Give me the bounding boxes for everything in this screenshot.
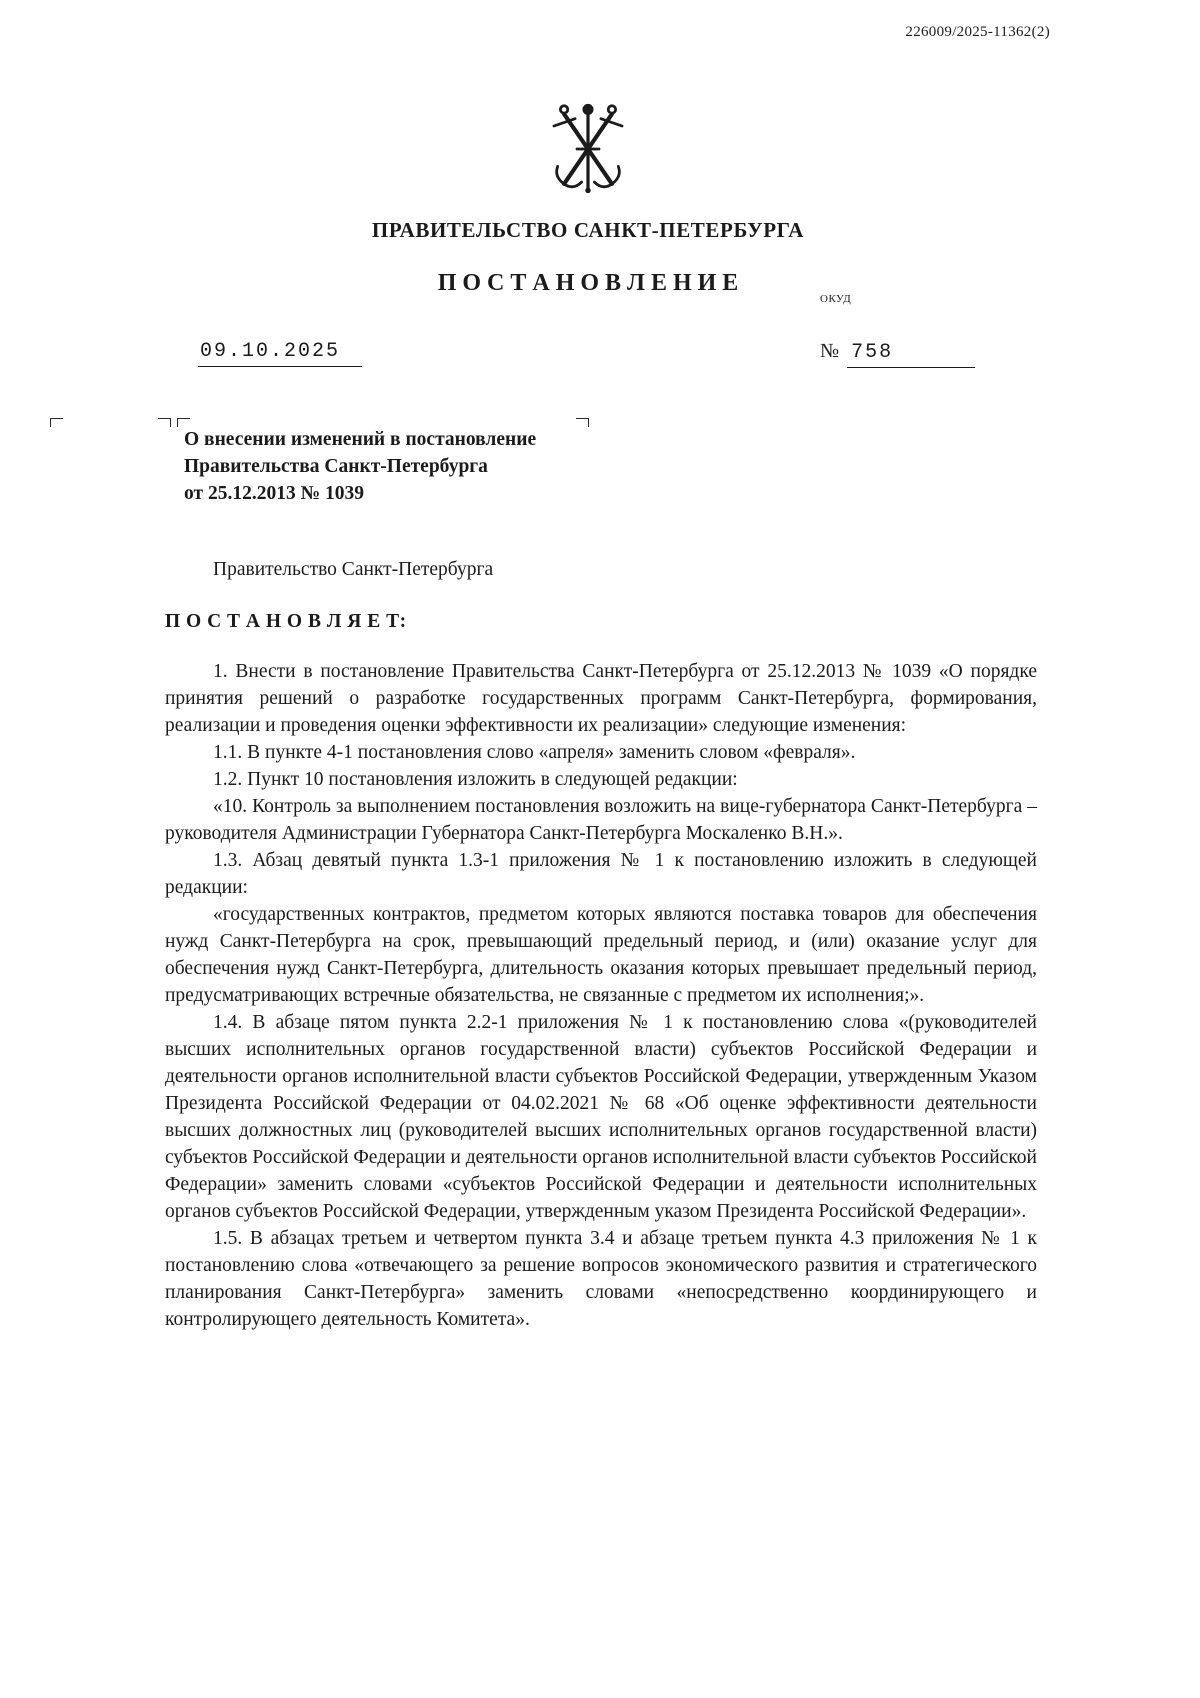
title-line-1: О внесении изменений в постановление	[184, 429, 537, 450]
paragraph: 1.1. В пункте 4-1 постановления слово «апреля» заменить словом «февраля».	[213, 742, 856, 763]
paragraph: 1.2. Пункт 10 постановления изложить в следующей редакции:	[213, 769, 738, 790]
document-date: 09.10.2025	[198, 340, 362, 367]
title-line-2: Правительства Санкт-Петербурга	[184, 456, 488, 477]
document-body	[165, 556, 1037, 1333]
paragraph: 1.4. В абзаце пятом пункта 2.2-1 приложения № 1 к постановлению слова «(руководителей высших исполнительных органов государственной власти) субъектов Российской Федерации и деятельности органов исполнительной власти субъектов Российской Федерации, утвержденным Указом Президента Российской Федерации от 04.02.2021 № 68 «Об оценке эффективности деятельности высших должностных лиц (руководителей высших исполнительных органов государственной власти) субъектов Российской Федерации и деятельности органов исполнительной власти субъектов Российской Федерации» заменить словами «субъектов Российской Федерации и деятельности исполнительных органов субъектов Российской Федерации, утвержденным указом Президента Российской Федерации».	[165, 1012, 1037, 1222]
paragraph: 1. Внести в постановление Правительства Санкт-Петербурга от 25.12.2013 № 1039 «О порядке принятия решений о разработке государственных программ Санкт-Петербурга, формирования, реализации и проведения оценки эффективности их реализации» следующие изменения:	[165, 661, 1037, 736]
resolution-word: П О С Т А Н О В Л Я Е Т:	[165, 611, 407, 632]
okud-label: ОКУД	[820, 293, 852, 305]
spb-coat-of-arms-icon	[542, 100, 634, 198]
document-type-heading: П О С Т А Н О В Л Е Н И Е	[437, 270, 739, 296]
form-corner-mark-left	[50, 418, 63, 427]
number-value: 758	[847, 341, 975, 368]
paragraph-list	[165, 658, 1037, 1333]
form-corner-mark-close	[158, 418, 171, 427]
paragraph: «10. Контроль за выполнением постановления возложить на вице-губернатора Санкт-Петербурга – руководителя Администрации Губернатора Санкт-Петербурга Москаленко В.Н.».	[165, 796, 1037, 844]
document-title	[184, 426, 664, 507]
document-number	[820, 340, 975, 364]
intro-line: Правительство Санкт-Петербурга	[213, 559, 494, 580]
organization-name: ПРАВИТЕЛЬСТВО САНКТ-ПЕТЕРБУРГА	[371, 218, 805, 242]
paragraph: 1.3. Абзац девятый пункта 1.3-1 приложения № 1 к постановлению изложить в следующей редакции:	[165, 850, 1037, 898]
title-line-3: от 25.12.2013 № 1039	[184, 483, 365, 504]
reference-number: 226009/2025-11362(2)	[905, 24, 1050, 40]
paragraph: «государственных контрактов, предметом которых являются поставка товаров для обеспечения нужд Санкт-Петербурга на срок, превышающий предельный период, и (или) оказание услуг для обеспечения нужд Санкт-Петербурга, длительность оказания которых превышает предельный период, предусматривающих встречные обязательства, не связанные с предметом их исполнения;».	[165, 904, 1037, 1006]
paragraph: 1.5. В абзацах третьем и четвертом пункта 3.4 и абзаце третьем пункта 4.3 приложения № 1 к постановлению слова «отвечающего за решение вопросов экономического развития и стратегического планирования Санкт-Петербурга» заменить словами «непосредственно координирующего и контролирующего деятельность Комитета».	[165, 1228, 1037, 1330]
number-sign-label: №	[820, 340, 840, 362]
